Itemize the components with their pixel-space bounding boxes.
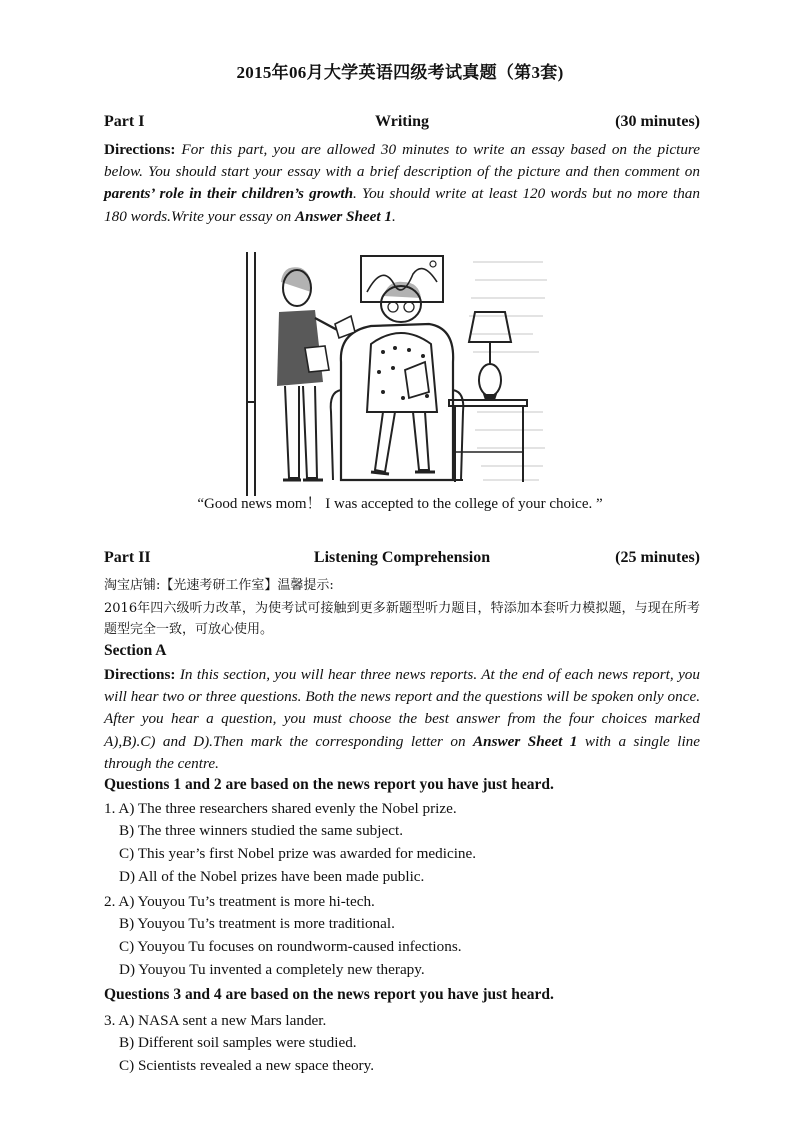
option-c: C) Youyou Tu focuses on roundworm-caused infections. (119, 938, 462, 955)
part2-directions-label: Directions: (104, 666, 176, 683)
part1-label: Part I (104, 113, 145, 130)
question-number: 2. (104, 893, 116, 910)
part2-directions-text-a: In this section, you will hear three news reports. At the end of each news report, you will hear two or three questions. Both the news report and the questions will be spoken only once. After you hear a question, you must choose the best answer from the four choices marked A),B).C) and D).Then mark the corresponding letter on (104, 666, 700, 750)
shop-note-line2: 2016年四六级听力改革，为使考试可接触到更多新题型听力题目，特添加本套听力模拟题，与现在所考题型完全一致，可放心使用。 (104, 601, 700, 637)
part2-name: Listening Comprehension (313, 549, 491, 566)
part1-directions-text-a: For this part, you are allowed 30 minutes to write an essay based on the picture below. You should start your essay with a brief description of the picture and then comment on (104, 141, 700, 181)
page-title: 2015年06月大学英语四级考试真题（第3套) (236, 63, 564, 82)
option-a: A) NASA sent a new Mars lander. (118, 1012, 327, 1029)
option-d: D) Youyou Tu invented a completely new therapy. (119, 961, 425, 978)
part1-answer-sheet: Answer Sheet 1 (294, 207, 393, 225)
question-number: 3. (104, 1012, 116, 1029)
option-b: B) Different soil samples were studied. (119, 1034, 357, 1051)
option-d: D) All of the Nobel prizes have been made public. (119, 868, 425, 885)
cartoon-illustration-icon (243, 252, 559, 496)
option-b: B) The three winners studied the same subject. (119, 822, 403, 839)
part2-directions (104, 664, 700, 775)
question-number: 1. (104, 800, 116, 817)
group1-heading: Questions 1 and 2 are based on the news report you have just heard. (104, 776, 554, 793)
part2-time: (25 minutes) (615, 549, 700, 566)
part2-answer-sheet: Answer Sheet 1 (473, 732, 578, 750)
question-3 (104, 1010, 326, 1033)
section-a-heading: Section A (104, 642, 167, 659)
part1-directions-text-b: . You should write at least 120 words but no more than 180 words.Write your essay on (104, 185, 700, 225)
part2-header (104, 549, 700, 567)
part2-label: Part II (104, 549, 151, 566)
group2-heading: Questions 3 and 4 are based on the news report you have just heard. (104, 986, 554, 1003)
part1-time: (30 minutes) (615, 113, 700, 130)
option-c: C) Scientists revealed a new space theory. (119, 1057, 374, 1074)
part1-directions-end: . (392, 207, 396, 225)
part2-directions-text-b: with a single line through the centre. (104, 732, 701, 772)
question-1 (104, 798, 457, 821)
part1-name: Writing (375, 113, 429, 130)
part1-directions (104, 139, 700, 228)
option-b: B) Youyou Tu’s treatment is more traditional. (119, 915, 395, 932)
cartoon-caption: “Good news mom！ I was accepted to the college of your choice. ” (197, 496, 603, 512)
part1-header (104, 113, 700, 131)
part1-directions-topic: parents’ role in their children’s growth (104, 185, 354, 203)
option-c: C) This year’s first Nobel prize was awarded for medicine. (119, 845, 477, 862)
shop-note-line1: 淘宝店铺:【光速考研工作室】温馨提示: (104, 578, 334, 593)
option-a: A) Youyou Tu’s treatment is more hi-tech. (118, 893, 375, 910)
question-2 (104, 891, 375, 914)
option-a: A) The three researchers shared evenly the Nobel prize. (118, 800, 457, 817)
part1-directions-label: Directions: (104, 141, 176, 158)
